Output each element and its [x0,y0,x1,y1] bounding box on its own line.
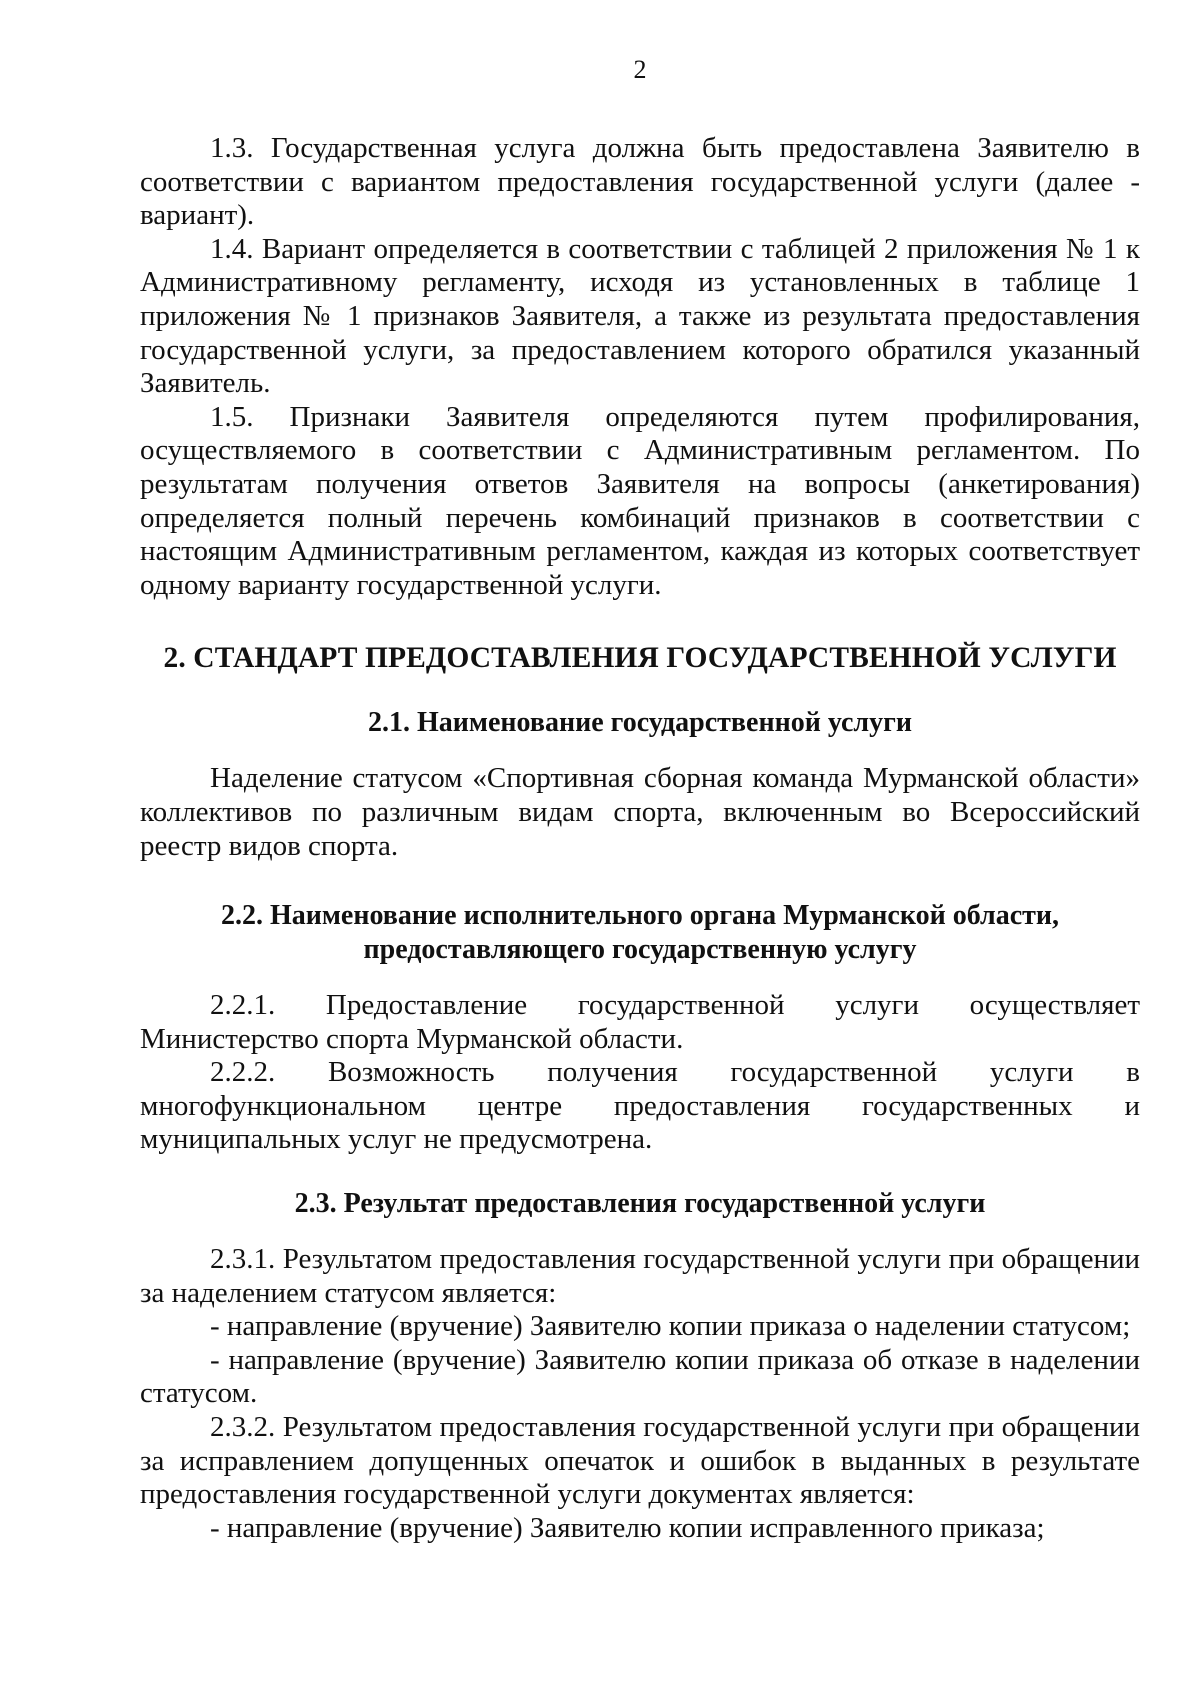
section-heading-2: 2. СТАНДАРТ ПРЕДОСТАВЛЕНИЯ ГОСУДАРСТВЕННОЙ УСЛУГИ [163,642,1117,675]
list-item-2-3-2-a: - направление (вручение) Заявителю копии исправленного приказа; [210,1511,1045,1544]
subsection-heading-2-2-line1: 2.2. Наименование исполнительного органа Мурманской области, [220,900,1060,932]
paragraph-1-3: 1.3. Государственная услуга должна быть предоставлена Заявителю в соответствии с вариантом предоставления государственной услуги (далее - вариант). [140,132,1140,232]
paragraph-2-2-2: 2.2.2. Возможность получения государственной услуги в многофункциональном центре предоставления государственных и муниципальных услуг не предусмотрена. [140,1056,1140,1156]
paragraph-2-1: Наделение статусом «Спортивная сборная команда Мурманской области» коллективов по различным видам спорта, включенным во Всероссийский реестр видов спорта. [140,762,1140,862]
paragraph-2-3-2: 2.3.2. Результатом предоставления государственной услуги при обращении за исправлением допущенных опечаток и ошибок в выданных в результате предоставления государственной услуги документах является: [140,1411,1140,1511]
paragraph-1-5: 1.5. Признаки Заявителя определяются путем профилирования, осуществляемого в соответствии с Административным регламентом. По результатам получения ответов Заявителя на вопросы (анкетирования) определяется полный перечень комбинаций признаков в соответствии с настоящим Административным регламентом, каждая из которых соответствует одному варианту государственной услуги. [140,400,1140,601]
page-number: 2 [633,55,647,84]
subsection-heading-2-2-line2: предоставляющего государственную услугу [363,934,917,966]
subsection-heading-2-2 [140,899,1140,967]
document-body [140,132,1140,1545]
paragraph-2-3-1: 2.3.1. Результатом предоставления государственной услуги при обращении за наделением статусом является: [140,1243,1140,1309]
list-item-2-3-1-a: - направление (вручение) Заявителю копии приказа о наделении статусом; [210,1310,1131,1343]
list-item-2-3-1-b: - направление (вручение) Заявителю копии приказа об отказе в наделении статусом. [140,1343,1140,1410]
paragraph-1-4: 1.4. Вариант определяется в соответствии с таблицей 2 приложения № 1 к Административному регламенту, исходя из установленных в таблице 1 приложения № 1 признаков Заявителя, а также из результата предоставления государственной услуги, за предоставлением которого обратился указанный Заявитель. [140,232,1140,400]
subsection-heading-2-3: 2.3. Результат предоставления государственной услуги [294,1188,986,1220]
subsection-heading-2-1: 2.1. Наименование государственной услуги [368,707,912,739]
paragraph-2-2-1: 2.2.1. Предоставление государственной услуги осуществляет Министерство спорта Мурманской области. [140,989,1140,1055]
